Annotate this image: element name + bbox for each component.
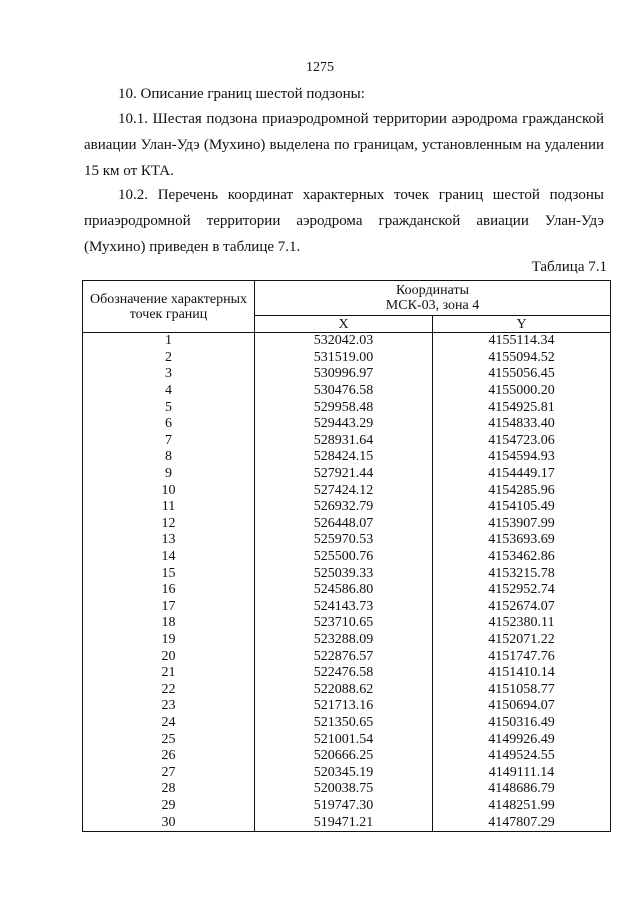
point-cell: 30 — [83, 814, 255, 831]
point-cell: 17 — [83, 599, 255, 616]
y-cell: 4155114.34 — [433, 333, 611, 350]
coordinates-header-system: МСК-03, зона 4 — [385, 298, 480, 313]
point-cell: 20 — [83, 648, 255, 665]
x-cell: 519747.30 — [255, 798, 433, 815]
table-row — [83, 383, 611, 400]
point-cell: 8 — [83, 449, 255, 466]
x-cell: 525970.53 — [255, 532, 433, 549]
x-cell: 520345.19 — [255, 764, 433, 781]
coordinates-table-body — [83, 333, 611, 832]
table-row — [83, 764, 611, 781]
y-cell: 4155094.52 — [433, 350, 611, 367]
table-row — [83, 681, 611, 698]
point-cell: 24 — [83, 715, 255, 732]
x-cell: 530996.97 — [255, 366, 433, 383]
y-cell: 4154105.49 — [433, 499, 611, 516]
x-cell: 522088.62 — [255, 681, 433, 698]
y-cell: 4155056.45 — [433, 366, 611, 383]
point-cell: 18 — [83, 615, 255, 632]
y-cell: 4153907.99 — [433, 516, 611, 533]
y-column-header: Y — [433, 316, 611, 333]
coordinates-header — [255, 281, 611, 316]
y-cell: 4151747.76 — [433, 648, 611, 665]
table-row — [83, 648, 611, 665]
table-row — [83, 482, 611, 499]
point-cell: 7 — [83, 433, 255, 450]
point-cell: 9 — [83, 466, 255, 483]
point-cell: 16 — [83, 582, 255, 599]
y-cell: 4152674.07 — [433, 599, 611, 616]
table-row — [83, 615, 611, 632]
page-number: 1275 — [306, 60, 334, 75]
x-cell: 528931.64 — [255, 433, 433, 450]
x-cell: 528424.15 — [255, 449, 433, 466]
x-cell: 521713.16 — [255, 698, 433, 715]
point-cell: 27 — [83, 764, 255, 781]
table-row — [83, 748, 611, 765]
x-column-header: X — [255, 316, 433, 333]
table-row — [83, 466, 611, 483]
x-cell: 521350.65 — [255, 715, 433, 732]
point-cell: 3 — [83, 366, 255, 383]
table-row — [83, 665, 611, 682]
point-cell: 19 — [83, 632, 255, 649]
table-row — [83, 565, 611, 582]
point-cell: 21 — [83, 665, 255, 682]
table-row — [83, 781, 611, 798]
table-row — [83, 399, 611, 416]
y-cell: 4151058.77 — [433, 681, 611, 698]
x-cell: 529443.29 — [255, 416, 433, 433]
x-cell: 527921.44 — [255, 466, 433, 483]
point-cell: 29 — [83, 798, 255, 815]
y-cell: 4155000.20 — [433, 383, 611, 400]
x-cell: 519471.21 — [255, 814, 433, 831]
table-row — [83, 715, 611, 732]
table-row — [83, 333, 611, 350]
point-cell: 15 — [83, 565, 255, 582]
x-cell: 524586.80 — [255, 582, 433, 599]
table-row — [83, 449, 611, 466]
y-cell: 4147807.29 — [433, 814, 611, 831]
table-row — [83, 433, 611, 450]
y-cell: 4150316.49 — [433, 715, 611, 732]
y-cell: 4148251.99 — [433, 798, 611, 815]
y-cell: 4152071.22 — [433, 632, 611, 649]
x-cell: 521001.54 — [255, 731, 433, 748]
point-cell: 28 — [83, 781, 255, 798]
point-column-header: Обозначение характерных точек границ — [83, 281, 255, 333]
y-cell: 4151410.14 — [433, 665, 611, 682]
x-cell: 525039.33 — [255, 565, 433, 582]
point-cell: 4 — [83, 383, 255, 400]
y-cell: 4148686.79 — [433, 781, 611, 798]
x-cell: 522876.57 — [255, 648, 433, 665]
table-row — [83, 516, 611, 533]
y-cell: 4149524.55 — [433, 748, 611, 765]
table-row — [83, 582, 611, 599]
table-row — [83, 549, 611, 566]
y-cell: 4153462.86 — [433, 549, 611, 566]
x-cell: 531519.00 — [255, 350, 433, 367]
point-cell: 10 — [83, 482, 255, 499]
y-cell: 4154833.40 — [433, 416, 611, 433]
table-row — [83, 532, 611, 549]
table-row — [83, 350, 611, 367]
y-cell: 4154925.81 — [433, 399, 611, 416]
table-row — [83, 798, 611, 815]
y-cell: 4154449.17 — [433, 466, 611, 483]
y-cell: 4152380.11 — [433, 615, 611, 632]
y-cell: 4152952.74 — [433, 582, 611, 599]
point-cell: 12 — [83, 516, 255, 533]
x-cell: 525500.76 — [255, 549, 433, 566]
point-cell: 14 — [83, 549, 255, 566]
point-cell: 26 — [83, 748, 255, 765]
table-row — [83, 416, 611, 433]
x-cell: 526932.79 — [255, 499, 433, 516]
point-cell: 25 — [83, 731, 255, 748]
paragraph-10-1: 10.1. Шестая подзона приаэродромной территории аэродрома гражданской авиации Улан-Удэ (Мухино) выделена по границам, установленным на удалении 15 км от КТА. — [84, 111, 604, 179]
x-cell: 523288.09 — [255, 632, 433, 649]
coordinates-header-title: Координаты — [396, 283, 469, 298]
table-row — [83, 632, 611, 649]
table-row — [83, 366, 611, 383]
table-row — [83, 731, 611, 748]
point-cell: 6 — [83, 416, 255, 433]
point-cell: 2 — [83, 350, 255, 367]
y-cell: 4153693.69 — [433, 532, 611, 549]
table-row — [83, 698, 611, 715]
point-cell: 22 — [83, 681, 255, 698]
x-cell: 529958.48 — [255, 399, 433, 416]
x-cell: 523710.65 — [255, 615, 433, 632]
section-heading: 10. Описание границ шестой подзоны: — [118, 86, 365, 102]
table-row — [83, 499, 611, 516]
x-cell: 526448.07 — [255, 516, 433, 533]
table-row — [83, 599, 611, 616]
point-cell: 11 — [83, 499, 255, 516]
table-caption: Таблица 7.1 — [531, 259, 607, 275]
y-cell: 4150694.07 — [433, 698, 611, 715]
x-cell: 524143.73 — [255, 599, 433, 616]
paragraph-10-2: 10.2. Перечень координат характерных точек границ шестой подзоны приаэродромной территории аэродрома гражданской авиации Улан-Удэ (Мухино) приведен в таблице 7.1. — [84, 187, 604, 255]
x-cell: 532042.03 — [255, 333, 433, 350]
x-cell: 522476.58 — [255, 665, 433, 682]
point-cell: 23 — [83, 698, 255, 715]
y-cell: 4153215.78 — [433, 565, 611, 582]
x-cell: 530476.58 — [255, 383, 433, 400]
y-cell: 4149926.49 — [433, 731, 611, 748]
point-cell: 13 — [83, 532, 255, 549]
y-cell: 4154723.06 — [433, 433, 611, 450]
y-cell: 4154285.96 — [433, 482, 611, 499]
x-cell: 520038.75 — [255, 781, 433, 798]
y-cell: 4154594.93 — [433, 449, 611, 466]
coordinates-table — [82, 280, 611, 832]
point-cell: 5 — [83, 399, 255, 416]
table-row — [83, 814, 611, 831]
x-cell: 527424.12 — [255, 482, 433, 499]
point-cell: 1 — [83, 333, 255, 350]
y-cell: 4149111.14 — [433, 764, 611, 781]
x-cell: 520666.25 — [255, 748, 433, 765]
